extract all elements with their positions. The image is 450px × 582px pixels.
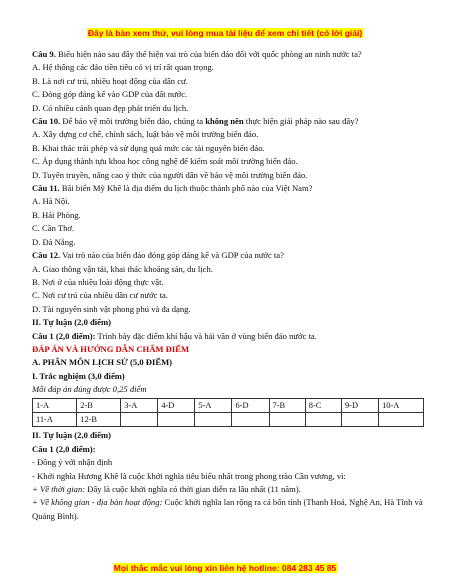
option: B. Hải Phòng. [32,209,81,220]
table-row [33,412,424,426]
option: B. Là nơi cư trú, nhiều hoạt động của dân cư. [32,75,188,86]
essay-heading-2: II. Tự luận (2,0 điểm) [32,430,112,441]
table-cell [379,412,424,426]
question-text: Để bảo vệ môi trường biển đảo, chúng ta [60,116,206,127]
table-cell [305,412,341,426]
answer-space [32,496,424,523]
answer-time [32,483,424,496]
table-cell: 7-B [269,398,305,412]
option: D. Có nhiều cảnh quan đẹp phát triển du lịch. [32,102,189,113]
question-text: Biểu hiện nào sau đây thể hiện vai trò của biển đảo đối với quốc phòng an ninh nước ta? [55,49,362,59]
answer-sub-label: + Về thời gian: [32,484,86,494]
question-9 [32,48,424,61]
answer-table [32,398,424,428]
essay-question-text: Trình bày đặc điểm khí hậu và hải văn ở vùng biển đảo nước ta. [95,330,317,341]
answer-sub-label: + Về không gian - địa bàn hoạt động: [32,497,163,508]
essay-heading: II. Tự luận (2,0 điểm) [32,317,112,328]
question-text: Vai trò nào của biển đảo đóng góp đáng kể và GDP của nước ta? [60,250,284,261]
table-cell [121,412,158,426]
option: C. Nơi cư trú của nhiều dân cư nước ta. [32,290,168,301]
option: B. Nơi ở của nhiều loài động thực vật. [32,276,164,287]
table-cell: 8-C [305,398,341,412]
question-text: thực hiện giải pháp nào sau đây? [243,116,359,127]
answer-line: - Khởi nghĩa Hương Khê là cuộc khởi nghĩa tiêu biểu nhất trong phong trào Cần vương, vì: [32,470,346,481]
answer-sub-text: Đây là cuộc khởi nghĩa có thời gian diễn ra lâu nhất (11 năm). [85,484,301,494]
question-number: Câu 12. [32,250,61,261]
document-body [32,48,424,523]
hotline-banner [0,563,450,573]
table-cell: 3-A [121,398,158,412]
table-cell [232,412,269,426]
option: C. Áp dụng thành tựu khoa học công nghệ để kiểm soát môi trường biển đảo. [32,156,298,167]
question-number: Câu 11. [32,183,60,194]
question-11 [32,182,424,195]
essay-answer-1-label: Câu 1 (2,0 điểm): [32,443,96,454]
table-cell: 5-A [195,398,232,412]
option: C. Đóng góp đáng kể vào GDP của đất nước. [32,89,188,100]
option: A. Hệ thống các đảo tiền tiêu có vị trí rất quan trọng. [32,62,214,73]
table-cell: 12-B [77,412,121,426]
option: D. Tài nguyên sinh vật phong phú và đa dạng. [32,303,191,314]
table-cell [195,412,232,426]
table-cell [341,412,378,426]
question-number: Câu 9. [32,49,56,59]
option: A. Giao thông vận tải, khai thác khoáng sản, du lịch. [32,263,213,274]
question-number: Câu 10. [32,116,61,127]
option: A. Hà Nội. [32,196,70,207]
table-cell: 11-A [33,412,77,426]
question-text: Bãi biển Mỹ Khê là địa điểm du lịch thuộc thành phố nào của Việt Nam? [59,183,313,194]
multiple-choice-heading: I. Trắc nghiệm (3,0 điểm) [32,370,125,381]
option: A. Xây dựng cơ chế, chính sách, luật bảo vệ môi trường biển đảo. [32,129,259,140]
option: C. Cần Thơ. [32,223,75,234]
question-12 [32,249,424,262]
scoring-note: Mỗi đáp án đúng được 0,25 điểm [32,384,147,395]
table-cell: 6-D [232,398,269,412]
table-cell [158,412,195,426]
table-cell [269,412,305,426]
answer-key-title: ĐÁP ÁN VÀ HƯỚNG DẪN CHẤM ĐIỂM [32,343,190,354]
section-a-heading: A. PHÂN MÔN LỊCH SỬ (5,0 ĐIỂM) [32,357,173,368]
preview-notice-text: Đây là bản xem thử, vui lòng mua tài liệu để xem chi tiết (có lời giải) [87,28,363,38]
table-row [33,398,424,412]
table-cell: 2-B [77,398,121,412]
answer-line: - Đồng ý với nhận định [32,457,113,468]
table-cell: 1-A [33,398,77,412]
preview-notice-banner [0,28,450,38]
hotline-text: Mọi thắc mắc vui lòng xin liên hệ hotline: 084 283 45 85 [113,563,337,573]
essay-question-1 [32,330,424,343]
question-emphasis: không nên [205,116,244,127]
essay-question-label: Câu 1 (2,0 điểm): [32,330,96,341]
answer-sub-text: Cuộc khởi nghĩa lan rộng ra cả bốn tỉnh (Thanh Hoá, Nghệ An, Hà Tĩnh và Quảng Bình). [32,497,423,521]
question-10 [32,115,424,128]
table-cell: 10-A [379,398,424,412]
option: D. Đà Nẵng. [32,236,76,247]
table-cell: 9-D [341,398,378,412]
option: D. Tuyên truyền, nâng cao ý thức của người dân về bảo vệ môi trường biển đảo. [32,169,308,180]
option: B. Khai thác trái phép và sử dụng quá mức các tài nguyên biển đảo. [32,142,265,153]
table-cell: 4-D [158,398,195,412]
